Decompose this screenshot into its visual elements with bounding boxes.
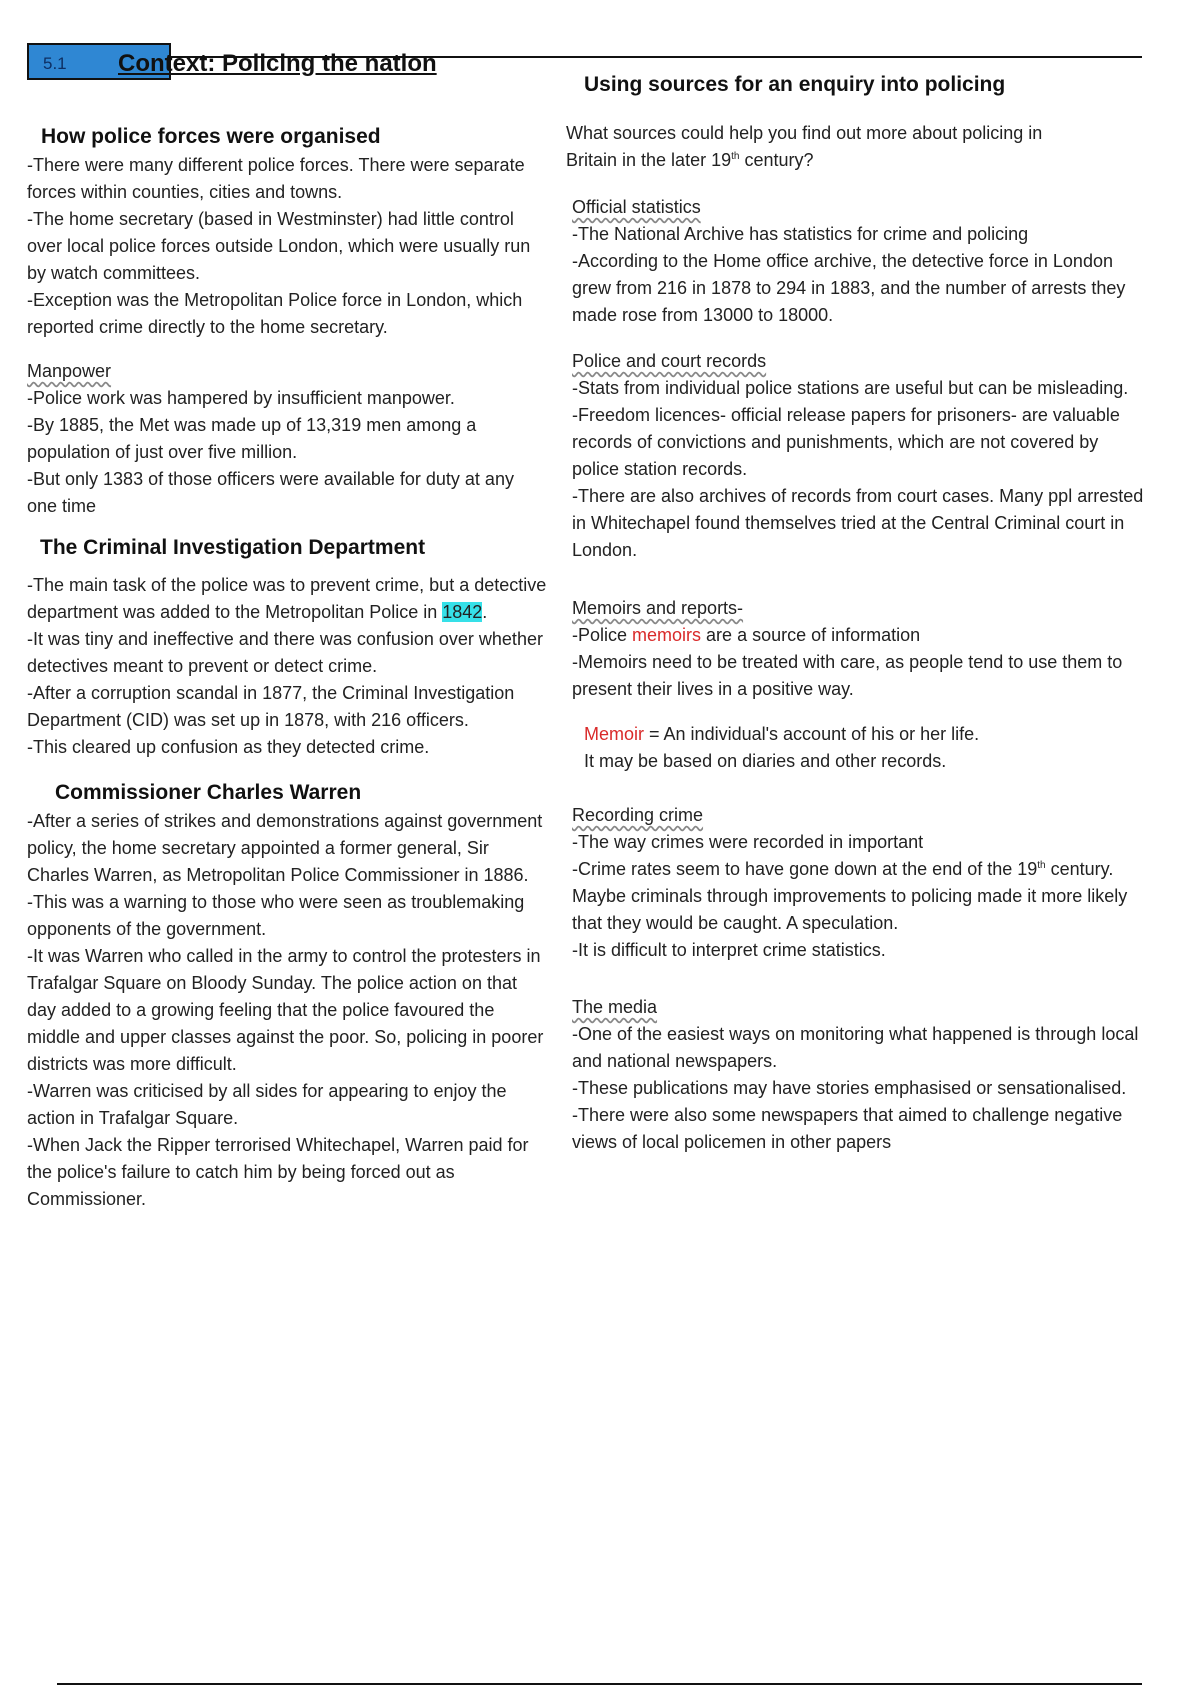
text-line: -It was tiny and ineffective and there was confusion over whether detectives meant to prevent or detect crime. xyxy=(27,629,543,676)
superscript: th xyxy=(731,151,740,162)
right-column xyxy=(566,70,1146,1156)
section-manpower xyxy=(27,358,547,520)
section-media xyxy=(572,994,1146,1156)
intro-text-main: What sources could help you find out more about policing in Britain in the later 19 xyxy=(566,123,1043,170)
heading-official: Official statistics xyxy=(572,197,701,217)
memoirs-text: -Police xyxy=(572,625,633,645)
text-line: -According to the Home office archive, the detective force in London grew from 216 in 1878 to 294 in 1883, and the number of arrests they made rose from 13000 to 18000. xyxy=(572,251,1126,325)
text-line: -The National Archive has statistics for crime and policing xyxy=(572,224,1029,244)
text-line: -Stats from individual police stations are useful but can be misleading. xyxy=(572,378,1129,398)
text-line: -There were also some newspapers that aimed to challenge negative views of local policemen in other papers xyxy=(572,1105,1123,1152)
text-line xyxy=(572,622,1146,649)
heading-organised: How police forces were organised xyxy=(41,125,381,148)
recording-text: -Crime rates seem to have gone down at the end of the 19 xyxy=(572,859,1038,879)
text-line: -The home secretary (based in Westminster) had little control over local police forces outside London, which were usually run by watch committees. xyxy=(27,209,531,283)
heading-cid: The Criminal Investigation Department xyxy=(40,536,426,559)
heading-manpower: Manpower xyxy=(27,361,112,381)
text-line: -This was a warning to those who were seen as troublemaking opponents of the government. xyxy=(27,892,525,939)
text-line: -It was Warren who called in the army to control the protesters in Trafalgar Square on Bloody Sunday. The police action on that day added to a growing feeling that the police favoured the middle and upper classes against the poor. So, policing in poorer districts was more difficult. xyxy=(27,946,544,1074)
text-line: -The way crimes were recorded in important xyxy=(572,832,924,852)
section-warren xyxy=(27,778,547,1213)
text-line: -This cleared up confusion as they detected crime. xyxy=(27,737,430,757)
text-line: -Exception was the Metropolitan Police force in London, which reported crime directly to the home secretary. xyxy=(27,290,523,337)
heading-media: The media xyxy=(572,997,658,1017)
text-line: -Police work was hampered by insufficient manpower. xyxy=(27,388,455,408)
recording-text-end: century. Maybe criminals through improvements to policing made it more likely that they would be caught. A speculation. xyxy=(572,859,1128,933)
heading-warren: Commissioner Charles Warren xyxy=(55,781,362,804)
section-court xyxy=(572,348,1146,564)
section-number: 5.1 xyxy=(43,54,67,73)
text-line: -There were many different police forces. There were separate forces within counties, cities and towns. xyxy=(27,155,525,202)
highlighted-year: 1842 xyxy=(442,602,483,622)
section-organised xyxy=(27,122,547,341)
cid-text: -The main task of the police was to prevent crime, but a detective department was added to the Metropolitan Police in xyxy=(27,575,547,622)
text-line: -But only 1383 of those officers were available for duty at any one time xyxy=(27,469,514,516)
text-line: -It is difficult to interpret crime statistics. xyxy=(572,940,886,960)
text-line xyxy=(27,572,547,626)
text-line: -After a corruption scandal in 1877, the Criminal Investigation Department (CID) was set up in 1878, with 216 officers. xyxy=(27,683,515,730)
text-line: -By 1885, the Met was made up of 13,319 men among a population of just over five million. xyxy=(27,415,477,462)
intro-text xyxy=(566,120,1086,174)
heading-sources: Using sources for an enquiry into policing xyxy=(584,73,1006,96)
text-line xyxy=(584,721,1146,748)
definition-text: = An individual's account of his or her life. xyxy=(644,724,980,744)
section-official xyxy=(572,194,1146,329)
text-line: -These publications may have stories emphasised or sensationalised. xyxy=(572,1078,1127,1098)
section-recording xyxy=(572,802,1146,964)
intro-text-end: century? xyxy=(739,150,814,170)
text-line: -Freedom licences- official release papers for prisoners- are valuable records of convictions and punishments, which are not covered by police station records. xyxy=(572,405,1120,479)
page-title: Context: Policing the nation xyxy=(118,50,437,77)
text-line: It may be based on diaries and other records. xyxy=(584,751,947,771)
text-line: -Warren was criticised by all sides for appearing to enjoy the action in Trafalgar Square. xyxy=(27,1081,507,1128)
superscript: th xyxy=(1037,860,1046,871)
section-memoirs xyxy=(572,595,1146,775)
text-line: -There are also archives of records from court cases. Many ppl arrested in Whitechapel found themselves tried at the Central Criminal court in London. xyxy=(572,486,1144,560)
memoirs-text-end: are a source of information xyxy=(701,625,921,645)
heading-recording: Recording crime xyxy=(572,805,704,825)
left-column xyxy=(27,122,547,1213)
definition-term: Memoir xyxy=(584,724,645,744)
text-line: -When Jack the Ripper terrorised Whitechapel, Warren paid for the police's failure to catch him by being forced out as Commissioner. xyxy=(27,1135,529,1209)
heading-memoirs: Memoirs and reports- xyxy=(572,598,744,618)
heading-court: Police and court records xyxy=(572,351,767,371)
section-cid xyxy=(27,533,547,761)
memoir-definition xyxy=(584,721,1146,775)
text-line: -Memoirs need to be treated with care, as people tend to use them to present their lives in a positive way. xyxy=(572,652,1123,699)
text-line: -One of the easiest ways on monitoring what happened is through local and national newspapers. xyxy=(572,1024,1139,1071)
memoirs-red-word: memoirs xyxy=(632,625,702,645)
text-line: -After a series of strikes and demonstrations against government policy, the home secretary appointed a former general, Sir Charles Warren, as Metropolitan Police Commissioner in 1886. xyxy=(27,811,543,885)
footer-rule xyxy=(57,1683,1142,1685)
text-line xyxy=(572,856,1146,937)
cid-text-end: . xyxy=(482,602,488,622)
